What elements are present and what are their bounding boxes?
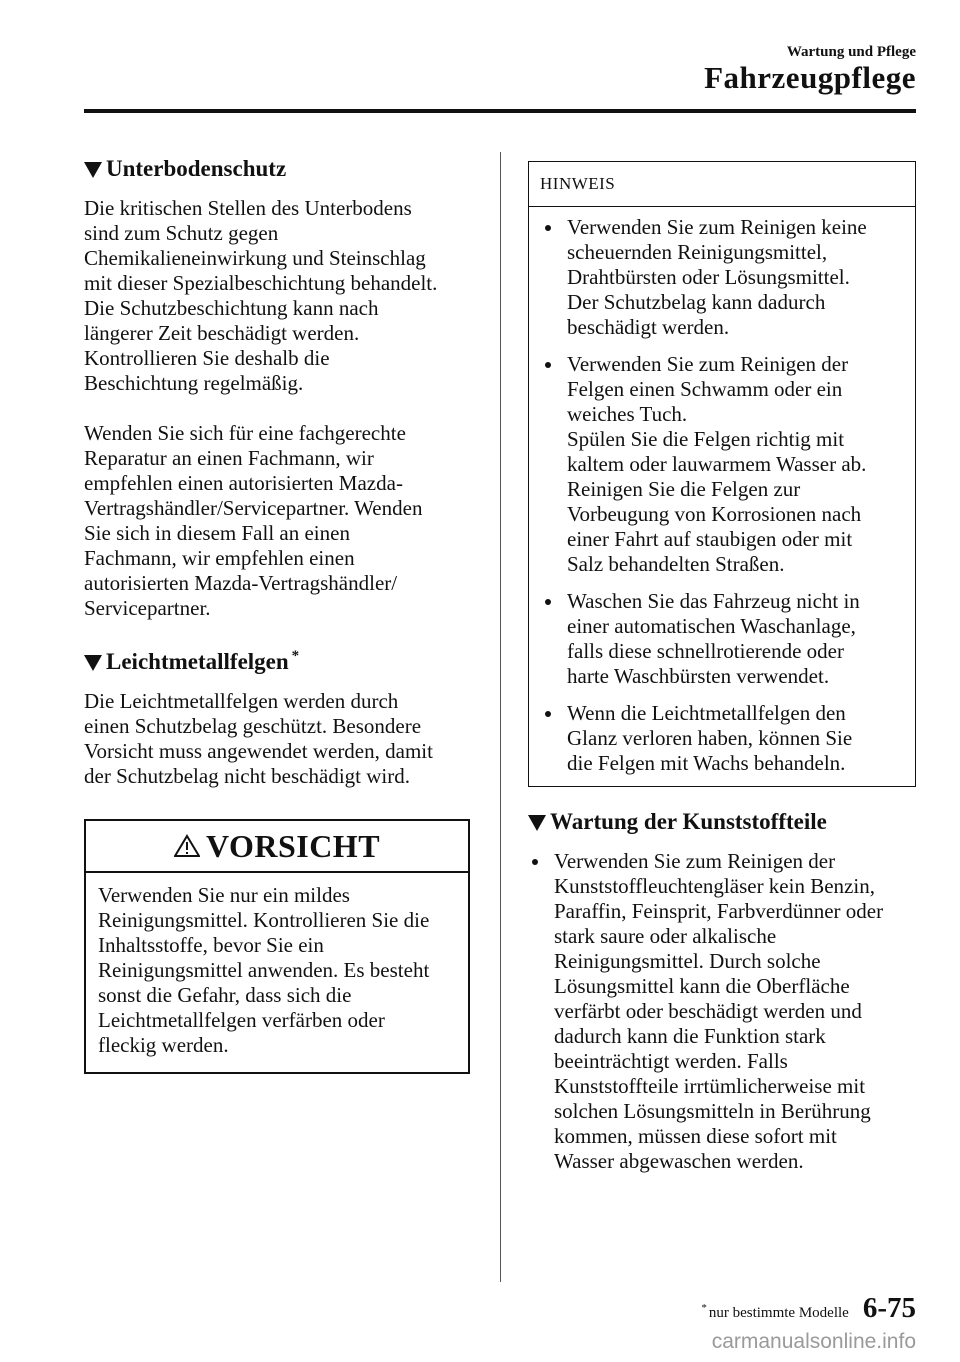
text-line: stark saure oder alkalische: [554, 924, 777, 948]
heading-text: Unterbodenschutz: [106, 156, 287, 181]
text-line: Lösungsmittel kann die Oberfläche: [554, 974, 850, 998]
page-title: Fahrzeugpflege: [704, 60, 916, 95]
text-line: Reinigungsmittel. Kontrollieren Sie die: [98, 908, 430, 932]
text-line: sind zum Schutz gegen: [84, 221, 279, 245]
note-bullet: [541, 701, 903, 776]
triangle-bullet-icon: [84, 655, 102, 671]
text-line: Verwenden Sie zum Reinigen der: [567, 352, 849, 376]
text-line: Vorbeugung von Korrosionen nach: [567, 502, 862, 526]
text-line: falls diese schnellrotierende oder: [567, 639, 844, 663]
text-line: Reinigungsmittel anwenden. Es besteht: [98, 958, 430, 982]
text-line: mit dieser Spezialbeschichtung behandelt.: [84, 271, 438, 295]
bullet-dot-icon: [545, 362, 551, 368]
text-line: Wasser abgewaschen werden.: [554, 1149, 804, 1173]
model-specific-mark: *: [291, 647, 300, 664]
footer: [701, 1292, 916, 1325]
text-line: Reparatur an einen Fachmann, wir: [84, 446, 374, 470]
text-line: autorisierten Mazda-Vertragshändler/: [84, 571, 398, 595]
text-line: Paraffin, Feinsprit, Farbverdünner oder: [554, 899, 884, 923]
heading-text: Leichtmetallfelgen: [106, 649, 289, 674]
list-item: [528, 849, 916, 1174]
text-line: Fachmann, wir empfehlen einen: [84, 546, 355, 570]
text-line: Wenden Sie sich für eine fachgerechte: [84, 421, 406, 445]
paragraph-felgen: [84, 689, 474, 789]
text-line: Servicepartner.: [84, 596, 211, 620]
text-line: verfärbt oder beschädigt werden und: [554, 999, 862, 1023]
text-line: Der Schutzbelag kann dadurch: [567, 290, 826, 314]
text-line: Beschichtung regelmäßig.: [84, 371, 304, 395]
bullet-dot-icon: [545, 711, 551, 717]
paragraph-unterboden-1: [84, 196, 474, 396]
text-line: Wenn die Leichtmetallfelgen den: [567, 701, 846, 725]
triangle-bullet-icon: [84, 162, 102, 178]
note-bullet-text: [567, 701, 852, 776]
text-line: Verwenden Sie nur ein mildes: [98, 883, 350, 907]
text-line: kaltem oder lauwarmem Wasser ab.: [567, 452, 867, 476]
note-bullet: [541, 352, 903, 577]
page-number: 6-75: [862, 1292, 916, 1324]
heading-unterbodenschutz: [84, 156, 474, 182]
text-line: weiches Tuch.: [567, 402, 688, 426]
bullet-dot-icon: [545, 225, 551, 231]
footer-note-text: nur bestimmte Modelle: [708, 1305, 849, 1321]
text-line: fleckig werden.: [98, 1033, 229, 1057]
right-column: [528, 156, 916, 1174]
text-line: Reinigungsmittel. Durch solche: [554, 949, 821, 973]
text-line: Spülen Sie die Felgen richtig mit: [567, 427, 845, 451]
caution-header: [86, 821, 468, 873]
text-line: Kunststoffteile irrtümlicherweise mit: [554, 1074, 866, 1098]
text-line: Kunststoffleuchtengläser kein Benzin,: [554, 874, 875, 898]
footer-mark: *: [701, 1302, 707, 1314]
text-line: einer Fahrt auf staubigen oder mit: [567, 527, 853, 551]
note-bullet: [541, 589, 903, 689]
warning-triangle-icon: [174, 834, 200, 858]
text-line: Verwenden Sie zum Reinigen der: [554, 849, 836, 873]
text-line: Die kritischen Stellen des Unterbodens: [84, 196, 412, 220]
text-line: einer automatischen Waschanlage,: [567, 614, 856, 638]
list-item-text: [554, 849, 883, 1174]
text-line: scheuernden Reinigungsmittel,: [567, 240, 828, 264]
section-label: Wartung und Pflege: [786, 44, 916, 60]
text-line: empfehlen einen autorisierten Mazda-: [84, 471, 403, 495]
triangle-bullet-icon: [528, 815, 546, 831]
text-line: Drahtbürsten oder Lösungsmittel.: [567, 265, 850, 289]
text-line: harte Waschbürsten verwendet.: [567, 664, 830, 688]
text-line: Die Leichtmetallfelgen werden durch: [84, 689, 399, 713]
text-line: kommen, müssen diese sofort mit: [554, 1124, 837, 1148]
text-line: Die Schutzbeschichtung kann nach: [84, 296, 379, 320]
bullet-dot-icon: [532, 859, 538, 865]
text-line: Inhaltsstoffe, bevor Sie ein: [98, 933, 324, 957]
note-bullet-text: [567, 589, 860, 689]
text-line: Sie sich in diesem Fall an einen: [84, 521, 350, 545]
watermark: carmanualsonline.info: [711, 1330, 916, 1353]
bullet-dot-icon: [545, 599, 551, 605]
text-line: Leichtmetallfelgen verfärben oder: [98, 1008, 385, 1032]
note-bullet: [541, 215, 903, 340]
heading-leichtmetallfelgen: [84, 649, 474, 675]
text-line: sonst die Gefahr, dass sich die: [98, 983, 352, 1007]
text-line: die Felgen mit Wachs behandeln.: [567, 751, 846, 775]
text-line: Felgen einen Schwamm oder ein: [567, 377, 843, 401]
text-line: beeinträchtigt werden. Falls: [554, 1049, 788, 1073]
caution-text: [86, 873, 468, 1072]
text-line: solchen Lösungsmitteln in Berührung: [554, 1099, 871, 1123]
note-bullet-text: [567, 215, 867, 340]
footer-note: [701, 1302, 848, 1322]
text-line: längerer Zeit beschädigt werden.: [84, 321, 360, 345]
text-line: Reinigen Sie die Felgen zur: [567, 477, 801, 501]
left-column: [84, 156, 474, 1074]
text-line: Salz behandelten Straßen.: [567, 552, 785, 576]
note-box: [528, 161, 916, 787]
text-line: einen Schutzbelag geschützt. Besondere: [84, 714, 422, 738]
note-bullet-text: [567, 352, 866, 577]
text-line: Kontrollieren Sie deshalb die: [84, 346, 330, 370]
text-line: dadurch kann die Funktion stark: [554, 1024, 826, 1048]
text-line: Verwenden Sie zum Reinigen keine: [567, 215, 867, 239]
column-divider: [500, 152, 501, 1282]
text-line: Vorsicht muss angewendet werden, damit: [84, 739, 433, 763]
text-line: der Schutzbelag nicht beschädigt wird.: [84, 764, 410, 788]
note-body: [529, 207, 915, 786]
paragraph-unterboden-2: [84, 421, 474, 621]
heading-text: Wartung der Kunststoffteile: [550, 809, 827, 834]
text-line: Glanz verloren haben, können Sie: [567, 726, 853, 750]
note-title: HINWEIS: [529, 162, 915, 207]
text-line: beschädigt werden.: [567, 315, 730, 339]
text-line: Vertragshändler/Servicepartner. Wenden: [84, 496, 423, 520]
caution-title: VORSICHT: [205, 827, 381, 864]
text-line: Waschen Sie das Fahrzeug nicht in: [567, 589, 860, 613]
header-rule: [84, 109, 916, 113]
caution-box: [84, 819, 470, 1074]
heading-kunststoffteile: [528, 809, 916, 835]
text-line: Chemikalieneinwirkung und Steinschlag: [84, 246, 426, 270]
